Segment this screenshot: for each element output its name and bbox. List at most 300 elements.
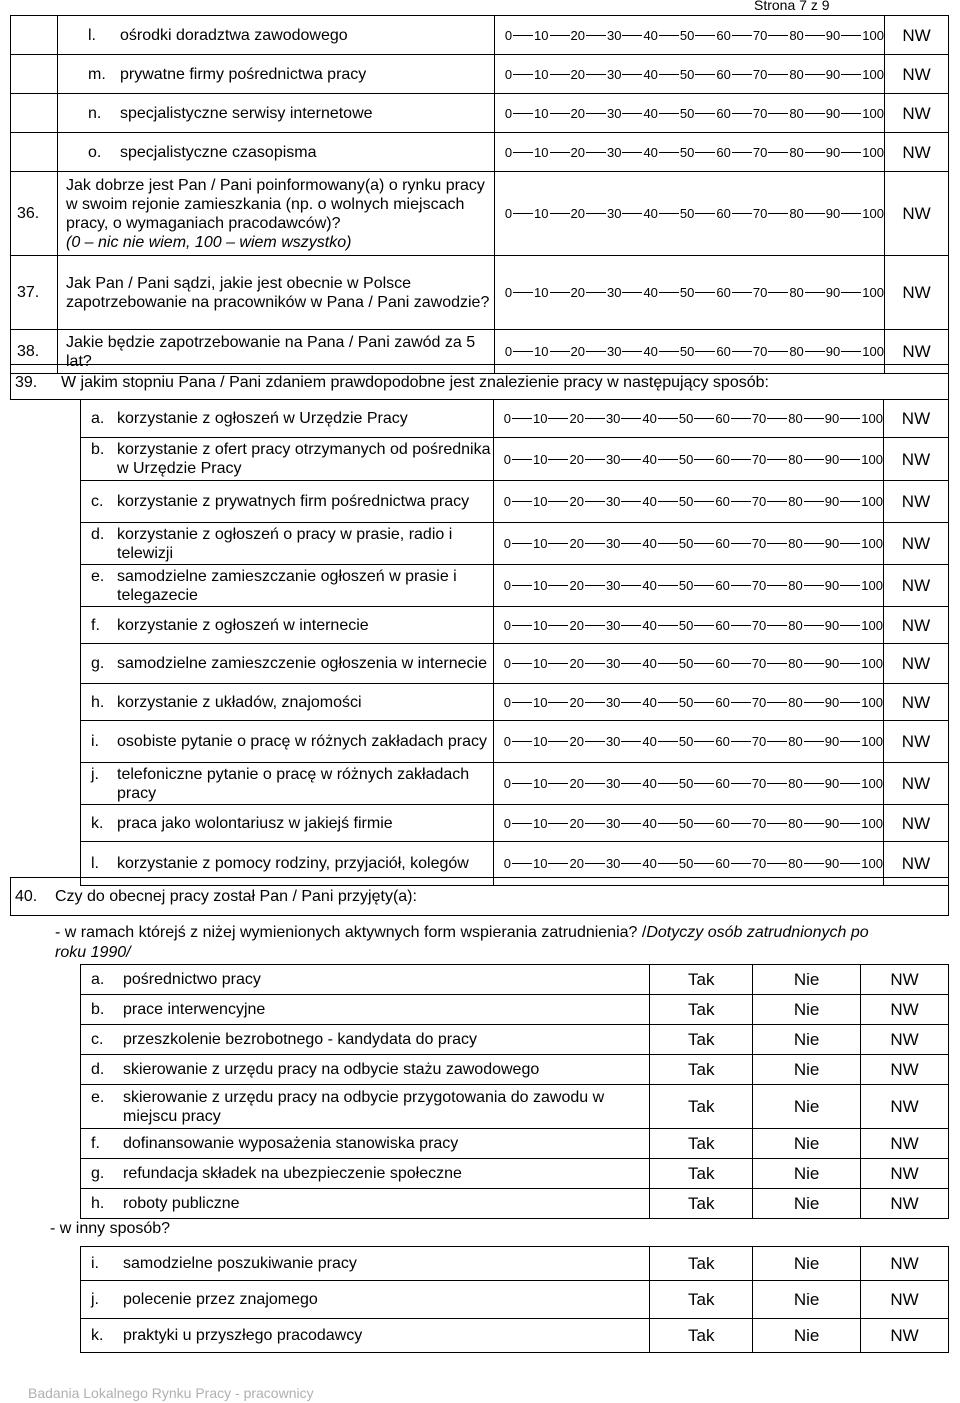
scale-value[interactable]: 20 <box>569 656 584 671</box>
tak-option[interactable]: Tak <box>650 1085 753 1129</box>
nw-option[interactable]: NW <box>883 438 948 481</box>
scale-value[interactable]: 30 <box>605 694 621 710</box>
scale-value[interactable]: 70 <box>751 451 767 467</box>
scale-value[interactable]: 60 <box>716 66 731 82</box>
scale-value[interactable]: 70 <box>752 344 768 359</box>
scale-value[interactable]: 10 <box>533 494 548 509</box>
tak-option[interactable]: Tak <box>650 1247 753 1281</box>
scale-value[interactable]: 100 <box>861 656 883 671</box>
scale-value[interactable]: 60 <box>716 344 731 359</box>
scale-value[interactable]: 10 <box>534 27 549 43</box>
scale-value[interactable]: 40 <box>643 66 658 82</box>
scale-value[interactable]: 20 <box>570 144 585 160</box>
scale-value[interactable]: 30 <box>605 411 621 426</box>
scale-value[interactable]: 90 <box>825 285 841 300</box>
scale-value[interactable]: 60 <box>716 206 731 221</box>
nw-option[interactable]: NW <box>883 607 948 644</box>
item-text: polecenie przez znajomego <box>123 1291 318 1308</box>
scale-value[interactable]: 50 <box>678 451 694 467</box>
scale-value[interactable]: 60 <box>715 815 730 831</box>
scale-value[interactable]: 0 <box>503 656 512 671</box>
nie-option[interactable]: Nie <box>753 1319 861 1353</box>
scale-value[interactable]: 40 <box>642 856 657 871</box>
item-letter: i. <box>91 1255 99 1272</box>
nw-option[interactable]: NW <box>883 842 948 886</box>
scale-value[interactable]: 60 <box>716 285 731 300</box>
nw-option[interactable]: NW <box>861 1055 949 1085</box>
scale-value[interactable]: 20 <box>569 617 584 633</box>
scale-value[interactable]: 80 <box>788 815 803 831</box>
scale-value[interactable]: 50 <box>678 617 694 633</box>
nw-option[interactable]: NW <box>883 684 948 721</box>
scale-value[interactable]: 100 <box>861 856 883 871</box>
scale-value[interactable]: 20 <box>569 494 584 509</box>
scale-value[interactable]: 60 <box>715 411 730 426</box>
scale-value[interactable]: 90 <box>824 656 840 671</box>
scale-value[interactable]: 80 <box>788 451 803 467</box>
scale-value[interactable]: 30 <box>606 66 622 82</box>
scale-value[interactable]: 40 <box>643 105 658 121</box>
rating-scale[interactable] <box>493 763 883 805</box>
scale-value[interactable]: 90 <box>824 815 840 831</box>
table-row <box>81 607 949 644</box>
scale-value[interactable]: 20 <box>569 694 584 710</box>
scale-value[interactable]: 90 <box>824 411 840 426</box>
scale-value[interactable]: 70 <box>752 144 768 160</box>
scale-value[interactable]: 60 <box>715 694 730 710</box>
scale-value[interactable]: 10 <box>534 144 549 160</box>
scale-value[interactable]: 80 <box>789 27 804 43</box>
item-letter: f. <box>91 616 100 634</box>
scale-value[interactable]: 30 <box>606 144 622 160</box>
scale-value[interactable]: 10 <box>534 206 549 221</box>
table-row <box>11 133 949 172</box>
scale-value[interactable]: 100 <box>861 815 883 831</box>
nw-option[interactable]: NW <box>861 1189 949 1219</box>
scale-value[interactable]: 20 <box>569 451 584 467</box>
nw-option[interactable]: NW <box>883 400 948 438</box>
rating-scale[interactable] <box>493 607 883 644</box>
nie-option[interactable]: Nie <box>753 1159 861 1189</box>
scale-value[interactable]: 50 <box>678 411 694 426</box>
scale-value[interactable]: 60 <box>715 617 730 633</box>
scale-value[interactable]: 80 <box>788 536 803 551</box>
scale-value[interactable]: 0 <box>503 411 512 426</box>
nw-option[interactable]: NW <box>861 965 949 995</box>
question-40-table-b <box>80 1246 949 1353</box>
nw-option[interactable]: NW <box>884 330 948 374</box>
scale-value[interactable]: 50 <box>678 734 694 749</box>
scale-value[interactable]: 60 <box>715 494 730 509</box>
scale-value[interactable]: 100 <box>862 144 884 160</box>
scale-value[interactable]: 40 <box>642 411 657 426</box>
scale-value[interactable]: 80 <box>788 578 803 593</box>
item-text: korzystanie z ogłoszeń w Urzędzie Pracy <box>117 410 408 427</box>
scale-value[interactable]: 90 <box>825 206 841 221</box>
rating-scale[interactable] <box>493 400 883 438</box>
scale-value[interactable]: 40 <box>642 494 657 509</box>
nw-option[interactable]: NW <box>883 644 948 684</box>
item-label <box>81 763 494 805</box>
scale-value[interactable]: 70 <box>752 27 768 43</box>
item-letter: c. <box>91 493 104 510</box>
scale-value[interactable]: 60 <box>716 27 731 43</box>
scale-value[interactable]: 80 <box>788 776 803 791</box>
nw-option[interactable]: NW <box>861 1129 949 1159</box>
scale-value[interactable]: 70 <box>751 656 767 671</box>
scale-value[interactable]: 50 <box>679 285 695 300</box>
scale-value[interactable]: 60 <box>715 856 730 871</box>
scale-value[interactable]: 100 <box>861 578 883 593</box>
scale-value[interactable]: 50 <box>679 144 695 160</box>
scale-value[interactable]: 100 <box>862 206 884 221</box>
scale-value[interactable]: 50 <box>679 66 695 82</box>
nw-option[interactable]: NW <box>861 995 949 1025</box>
scale-value[interactable]: 100 <box>861 536 883 551</box>
item-text: samodzielne zamieszczenie ogłoszenia w internecie <box>117 655 487 672</box>
item-label <box>81 721 494 763</box>
scale-value[interactable]: 70 <box>752 66 768 82</box>
nw-option[interactable]: NW <box>883 805 948 842</box>
scale-value[interactable]: 80 <box>788 411 803 426</box>
scale-value[interactable]: 80 <box>789 105 804 121</box>
scale-value[interactable]: 10 <box>534 66 549 82</box>
rating-scale[interactable] <box>493 481 883 523</box>
scale-value[interactable]: 90 <box>825 27 841 43</box>
scale-value[interactable]: 10 <box>534 105 549 121</box>
rating-scale[interactable] <box>493 438 883 481</box>
scale-value[interactable]: 70 <box>752 105 768 121</box>
scale-value[interactable]: 100 <box>862 285 884 300</box>
scale-value[interactable]: 10 <box>533 856 548 871</box>
nw-option[interactable]: NW <box>883 565 948 607</box>
scale-value[interactable]: 50 <box>679 344 695 359</box>
question-text: Jak Pan / Pani sądzi, jakie jest obecnie w Polsce zapotrzebowanie na pracowników w Pana / Pani zawodzie? <box>57 256 494 330</box>
scale-value[interactable]: 20 <box>570 285 585 300</box>
scale-value[interactable]: 40 <box>642 734 657 749</box>
nw-option[interactable]: NW <box>861 1281 949 1319</box>
scale-value[interactable]: 10 <box>533 536 548 551</box>
scale-value[interactable]: 60 <box>715 656 730 671</box>
scale-value[interactable]: 50 <box>678 856 694 871</box>
tak-option[interactable]: Tak <box>650 1189 753 1219</box>
scale-value[interactable]: 10 <box>533 734 548 749</box>
scale-value[interactable]: 10 <box>534 285 549 300</box>
scale-value[interactable]: 60 <box>715 734 730 749</box>
item-label <box>81 684 494 721</box>
scale-value[interactable]: 50 <box>678 656 694 671</box>
scale-value[interactable]: 0 <box>503 494 512 509</box>
item-text: telefoniczne pytanie o pracę w różnych zakładach pracy <box>117 765 470 802</box>
nw-option[interactable]: NW <box>883 523 948 565</box>
nw-option[interactable]: NW <box>861 1247 949 1281</box>
scale-value[interactable]: 70 <box>751 411 767 426</box>
scale-value[interactable]: 30 <box>605 578 621 593</box>
scale-value[interactable]: 0 <box>504 344 513 359</box>
nw-option[interactable]: NW <box>861 1025 949 1055</box>
nie-option[interactable]: Nie <box>753 1189 861 1219</box>
scale-value[interactable]: 90 <box>824 494 840 509</box>
scale-value[interactable]: 90 <box>825 344 841 359</box>
scale-value[interactable]: 50 <box>678 815 694 831</box>
scale-value[interactable]: 90 <box>824 856 840 871</box>
scale-value[interactable]: 80 <box>788 656 803 671</box>
scale-value[interactable]: 50 <box>678 578 694 593</box>
scale-value[interactable]: 20 <box>569 411 584 426</box>
scale-value[interactable]: 70 <box>752 206 768 221</box>
scale-value[interactable]: 10 <box>533 656 548 671</box>
scale-value[interactable]: 30 <box>605 536 621 551</box>
rating-scale[interactable] <box>493 805 883 842</box>
nw-option[interactable]: NW <box>884 55 948 94</box>
scale-value[interactable]: 30 <box>605 451 621 467</box>
scale-value[interactable]: 0 <box>504 66 513 82</box>
scale-value[interactable]: 0 <box>503 578 512 593</box>
nw-option[interactable]: NW <box>861 1159 949 1189</box>
scale-value[interactable]: 40 <box>643 206 658 221</box>
scale-value[interactable]: 30 <box>605 494 621 509</box>
scale-value[interactable]: 20 <box>570 344 585 359</box>
scale-value[interactable]: 0 <box>503 617 512 633</box>
scale-value[interactable]: 40 <box>643 285 658 300</box>
scale-value[interactable]: 10 <box>534 344 549 359</box>
item-label <box>81 1319 650 1353</box>
scale-value[interactable]: 90 <box>824 734 840 749</box>
tak-option[interactable]: Tak <box>650 995 753 1025</box>
scale-value[interactable]: 30 <box>606 344 622 359</box>
scale-value[interactable]: 40 <box>642 536 657 551</box>
nw-option[interactable]: NW <box>884 172 948 256</box>
scale-value[interactable]: 80 <box>788 856 803 871</box>
scale-value[interactable]: 20 <box>569 856 584 871</box>
scale-value[interactable]: 70 <box>752 285 768 300</box>
scale-value[interactable]: 0 <box>504 285 513 300</box>
scale-value[interactable]: 90 <box>825 105 841 121</box>
item-label <box>81 995 650 1025</box>
scale-value[interactable]: 50 <box>678 776 694 791</box>
rating-scale[interactable] <box>494 133 884 172</box>
tak-option[interactable]: Tak <box>650 1159 753 1189</box>
rating-scale[interactable] <box>494 256 884 330</box>
nw-option[interactable]: NW <box>884 133 948 172</box>
scale-value[interactable]: 50 <box>679 206 695 221</box>
nie-option[interactable]: Nie <box>753 1025 861 1055</box>
nw-option[interactable]: NW <box>861 1085 949 1129</box>
scale-value[interactable]: 70 <box>751 734 767 749</box>
scale-value[interactable]: 80 <box>788 734 803 749</box>
scale-value[interactable]: 90 <box>824 536 840 551</box>
scale-value[interactable]: 70 <box>751 776 767 791</box>
nie-option[interactable]: Nie <box>753 995 861 1025</box>
rating-scale[interactable] <box>493 523 883 565</box>
scale-value[interactable]: 80 <box>789 285 804 300</box>
scale-value[interactable]: 30 <box>605 856 621 871</box>
scale-value[interactable]: 20 <box>570 105 585 121</box>
scale-value[interactable]: 70 <box>751 578 767 593</box>
rating-scale[interactable] <box>493 565 883 607</box>
scale-value[interactable]: 70 <box>751 694 767 710</box>
scale-value[interactable]: 10 <box>533 451 548 467</box>
scale-value[interactable]: 80 <box>788 494 803 509</box>
scale-value[interactable]: 20 <box>569 578 584 593</box>
rating-scale[interactable] <box>493 644 883 684</box>
scale-value[interactable]: 100 <box>861 451 883 467</box>
scale-value[interactable]: 90 <box>824 617 840 633</box>
scale-value[interactable]: 40 <box>642 617 657 633</box>
scale-value[interactable]: 70 <box>751 536 767 551</box>
item-text: korzystanie z pomocy rodziny, przyjaciół, kolegów <box>117 855 469 872</box>
scale-value[interactable]: 80 <box>788 617 803 633</box>
item-text: samodzielne poszukiwanie pracy <box>123 1255 357 1272</box>
scale-value[interactable]: 60 <box>716 144 731 160</box>
scale-value[interactable]: 80 <box>789 66 804 82</box>
nw-option[interactable]: NW <box>861 1319 949 1353</box>
scale-value[interactable]: 50 <box>678 694 694 710</box>
scale-value[interactable]: 20 <box>570 27 585 43</box>
tak-option[interactable]: Tak <box>650 1025 753 1055</box>
nie-option[interactable]: Nie <box>753 1247 861 1281</box>
scale-value[interactable]: 100 <box>861 776 883 791</box>
scale-value[interactable]: 10 <box>533 411 548 426</box>
scale-value[interactable]: 0 <box>504 105 513 121</box>
scale-value[interactable]: 50 <box>678 536 694 551</box>
tak-option[interactable]: Tak <box>650 1129 753 1159</box>
scale-value[interactable]: 90 <box>824 578 840 593</box>
nie-option[interactable]: Nie <box>753 1129 861 1159</box>
scale-value[interactable]: 100 <box>862 66 884 82</box>
scale-value[interactable]: 60 <box>715 451 730 467</box>
scale-value[interactable]: 90 <box>825 144 841 160</box>
item-letter: a. <box>91 971 105 988</box>
scale-value[interactable]: 0 <box>503 694 512 710</box>
scale-value[interactable]: 60 <box>715 578 730 593</box>
scale-value[interactable]: 20 <box>569 734 584 749</box>
scale-value[interactable]: 0 <box>504 144 513 160</box>
scale-value[interactable]: 100 <box>861 734 883 749</box>
scale-value[interactable]: 10 <box>533 617 548 633</box>
scale-value[interactable]: 40 <box>643 27 658 43</box>
scale-value[interactable]: 80 <box>788 694 803 710</box>
nw-option[interactable]: NW <box>883 763 948 805</box>
scale-value[interactable]: 80 <box>789 206 804 221</box>
scale-value[interactable]: 40 <box>642 656 657 671</box>
rating-scale[interactable] <box>494 172 884 256</box>
scale-value[interactable]: 50 <box>679 105 695 121</box>
scale-value[interactable]: 100 <box>861 617 883 633</box>
tak-option[interactable]: Tak <box>650 1055 753 1085</box>
rating-scale[interactable] <box>493 684 883 721</box>
scale-value[interactable]: 60 <box>715 776 730 791</box>
scale-value[interactable]: 30 <box>606 27 622 43</box>
scale-value[interactable]: 0 <box>503 815 512 831</box>
scale-value[interactable]: 100 <box>862 27 884 43</box>
scale-value[interactable]: 50 <box>678 494 694 509</box>
scale-value[interactable]: 90 <box>824 451 840 467</box>
scale-value[interactable]: 100 <box>862 105 884 121</box>
scale-value[interactable]: 70 <box>751 617 767 633</box>
scale-value[interactable]: 10 <box>533 815 548 831</box>
scale-value[interactable]: 30 <box>606 206 622 221</box>
scale-value[interactable]: 30 <box>606 285 622 300</box>
scale-value[interactable]: 60 <box>716 105 731 121</box>
scale-value[interactable]: 20 <box>569 776 584 791</box>
scale-value[interactable]: 20 <box>570 206 585 221</box>
scale-value[interactable]: 20 <box>569 815 584 831</box>
nie-option[interactable]: Nie <box>753 1281 861 1319</box>
scale-value[interactable]: 0 <box>503 536 512 551</box>
scale-value[interactable]: 100 <box>862 344 884 359</box>
scale-value[interactable]: 40 <box>642 776 657 791</box>
scale-value[interactable]: 40 <box>642 451 657 467</box>
scale-value[interactable]: 10 <box>533 694 548 710</box>
nw-option[interactable]: NW <box>884 16 948 55</box>
scale-value[interactable]: 30 <box>605 776 621 791</box>
table-row <box>11 256 949 330</box>
scale-value[interactable]: 100 <box>861 411 883 426</box>
scale-value[interactable]: 60 <box>715 536 730 551</box>
rating-scale[interactable] <box>494 16 884 55</box>
scale-value[interactable]: 0 <box>503 451 512 467</box>
scale-value[interactable]: 50 <box>679 27 695 43</box>
nie-option[interactable]: Nie <box>753 1085 861 1129</box>
tak-option[interactable]: Tak <box>650 1319 753 1353</box>
scale-value[interactable]: 90 <box>824 776 840 791</box>
scale-value[interactable]: 30 <box>606 105 622 121</box>
scale-value[interactable]: 70 <box>751 856 767 871</box>
nw-option[interactable]: NW <box>884 256 948 330</box>
scale-value[interactable]: 10 <box>533 578 548 593</box>
rating-scale[interactable] <box>494 94 884 133</box>
scale-value[interactable]: 0 <box>503 856 512 871</box>
scale-value[interactable]: 90 <box>825 66 841 82</box>
scale-value[interactable]: 30 <box>605 617 621 633</box>
nie-option[interactable]: Nie <box>753 965 861 995</box>
scale-value[interactable]: 100 <box>861 694 883 710</box>
rating-scale[interactable] <box>493 721 883 763</box>
scale-value[interactable]: 40 <box>642 815 657 831</box>
item-text: praca jako wolontariusz w jakiejś firmie <box>117 814 393 832</box>
scale-value[interactable]: 0 <box>504 27 513 43</box>
scale-value[interactable]: 40 <box>643 144 658 160</box>
scale-value[interactable]: 80 <box>789 344 804 359</box>
scale-value[interactable]: 0 <box>503 776 512 791</box>
scale-value[interactable]: 100 <box>861 494 883 509</box>
scale-value[interactable]: 40 <box>642 578 657 593</box>
scale-value[interactable]: 80 <box>789 144 804 160</box>
nw-option[interactable]: NW <box>883 481 948 523</box>
scale-value[interactable]: 30 <box>605 656 621 671</box>
scale-value[interactable]: 70 <box>751 815 767 831</box>
scale-value[interactable]: 40 <box>642 694 657 710</box>
rating-scale[interactable] <box>494 55 884 94</box>
scale-value[interactable]: 0 <box>503 734 512 749</box>
scale-value[interactable]: 30 <box>605 815 621 831</box>
scale-value[interactable]: 30 <box>605 734 621 749</box>
scale-value[interactable]: 70 <box>751 494 767 509</box>
scale-value[interactable]: 20 <box>569 536 584 551</box>
nw-option[interactable]: NW <box>883 721 948 763</box>
item-label <box>57 133 494 172</box>
scale-value[interactable]: 10 <box>533 776 548 791</box>
scale-value[interactable]: 40 <box>643 344 658 359</box>
nw-option[interactable]: NW <box>884 94 948 133</box>
tak-option[interactable]: Tak <box>650 965 753 995</box>
tak-option[interactable]: Tak <box>650 1281 753 1319</box>
nie-option[interactable]: Nie <box>753 1055 861 1085</box>
scale-value[interactable]: 20 <box>570 66 585 82</box>
scale-value[interactable]: 0 <box>504 206 513 221</box>
scale-value[interactable]: 90 <box>824 694 840 710</box>
